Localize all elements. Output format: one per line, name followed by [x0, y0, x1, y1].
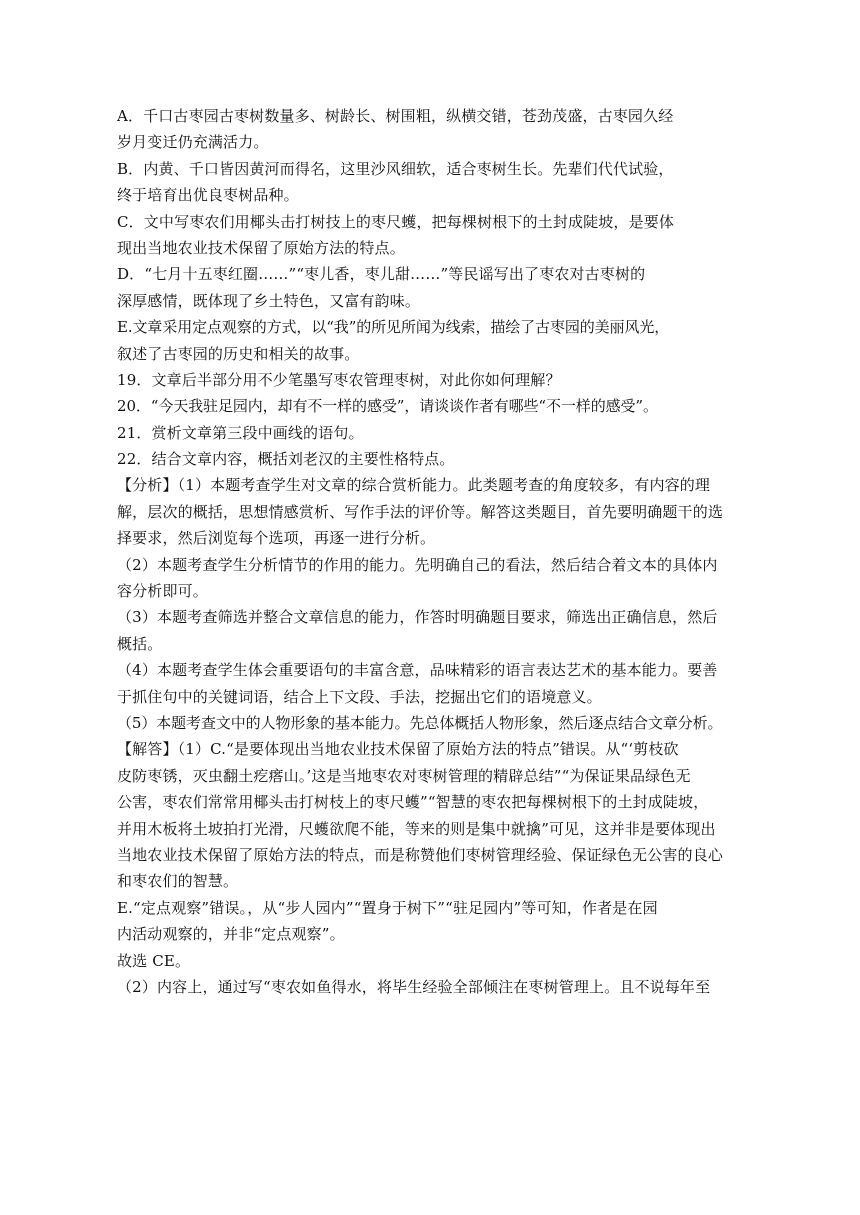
option-b-line-2: 终于培育出优良枣树品种。 [117, 186, 299, 205]
option-a-line-2: 岁月变迁仍充满活力。 [117, 133, 269, 152]
analysis-2-line-2: 容分析即可。 [117, 582, 208, 601]
option-d-line-1: D．“七月十五枣红圈……”“枣儿香，枣儿甜……”等民谣写出了枣农对古枣树的 [117, 265, 646, 284]
analysis-5-line-1: （5）本题考查文中的人物形象的基本能力。先总体概括人物形象，然后逐点结合文章分析。 [117, 713, 723, 732]
option-a-line-1: A．千口古枣园古枣树数量多、树龄长、树围粗，纵横交错，苍劲茂盛，古枣园久经 [117, 107, 674, 125]
analysis-4-line-2: 于抓住句中的关键词语，结合上下文段、手法，挖掘出它们的语境意义。 [117, 687, 602, 706]
analysis-3-line-2: 概括。 [117, 634, 163, 653]
analysis-4-line-1: （4）本题考查学生体会重要语句的丰富含意，品味精彩的语言表达艺术的基本能力。要善 [117, 661, 718, 680]
question-19: 19．文章后半部分用不少笔墨写枣农管理枣树，对此你如何理解？ [117, 370, 561, 389]
document-body [117, 103, 743, 1000]
analysis-line-2: 解，层次的概括，思想情感赏析、写作手法的评价等。解答这类题目，首先要明确题干的选 [117, 502, 724, 521]
option-d-line-2: 深厚感情，既体现了乡土特色，又富有韵味。 [117, 291, 421, 310]
analysis-3-line-1: （3）本题考查筛选并整合文章信息的能力，作答时明确题目要求，筛选出正确信息，然后 [117, 608, 718, 627]
answer-line-3: 公害，枣农们常常用椰头击打树枝上的枣尺蠖”“智慧的枣农把每棵树根下的土封成陡坡， [117, 793, 709, 812]
answer-2-line-1: （2）内容上，通过写“枣农如鱼得水，将毕生经验全部倾注在枣树管理上。且不说每年至 [117, 977, 711, 996]
answer-line-4: 并用木板将土坡拍打光滑，尺蠖欲爬不能，等来的则是集中就擒”可见，这并非是要体现出 [117, 819, 716, 838]
analysis-line-3: 择要求，然后浏览每个选项，再逐一进行分析。 [117, 529, 436, 548]
option-c-line-2: 现出当地农业技术保留了原始方法的特点。 [117, 238, 405, 257]
answer-line-5: 当地农业技术保留了原始方法的特点，而是称赞他们枣树管理经验、保证绿色无公害的良心 [117, 845, 724, 864]
option-e-line-2: 叙述了古枣园的历史和相关的故事。 [117, 344, 360, 363]
option-e-line-1: E.文章采用定点观察的方式，以“我”的所见所闻为线索，描绘了古枣园的美丽风光， [117, 318, 670, 337]
option-c-line-1: C．文中写枣农们用椰头击打树技上的枣尺蠖，把每棵树根下的土封成陡坡，是要体 [117, 212, 675, 231]
answer-choice: 故选 CE。 [117, 951, 191, 970]
question-20: 20．“今天我驻足园内，却有不一样的感受”，请谈谈作者有哪些“不一样的感受”。 [117, 397, 658, 416]
answer-line-1: 【解答】（1）C.“是要体现出当地农业技术保留了原始方法的特点”错误。从“‘剪枝砍 [117, 740, 679, 759]
answer-e-line-2: 内活动观察的，并非“定点观察”。 [117, 925, 345, 944]
analysis-line-1: 【分析】（1）本题考查学生对文章的综合赏析能力。此类题考查的角度较多，有内容的理 [117, 476, 711, 495]
question-21: 21．赏析文章第三段中画线的语句。 [117, 423, 364, 442]
answer-line-2: 皮防枣锈，灭虫翻土疙瘩山。’这是当地枣农对枣树管理的精辟总结”“为保证果品绿色无 [117, 766, 691, 785]
question-22: 22．结合文章内容，概括刘老汉的主要性格特点。 [117, 450, 455, 469]
option-b-line-1: B．内黄、千口皆因黄河而得名，这里沙风细软，适合枣树生长。先辈们代代试验， [117, 159, 674, 178]
answer-e-line-1: E.“定点观察”错误。，从“步人园内”“置身于树下”“驻足园内”等可知，作者是在园 [117, 898, 658, 917]
answer-line-6: 和枣农们的智慧。 [117, 872, 239, 891]
analysis-2-line-1: （2）本题考查学生分析情节的作用的能力。先明确自己的看法，然后结合着文本的具体内 [117, 555, 718, 574]
